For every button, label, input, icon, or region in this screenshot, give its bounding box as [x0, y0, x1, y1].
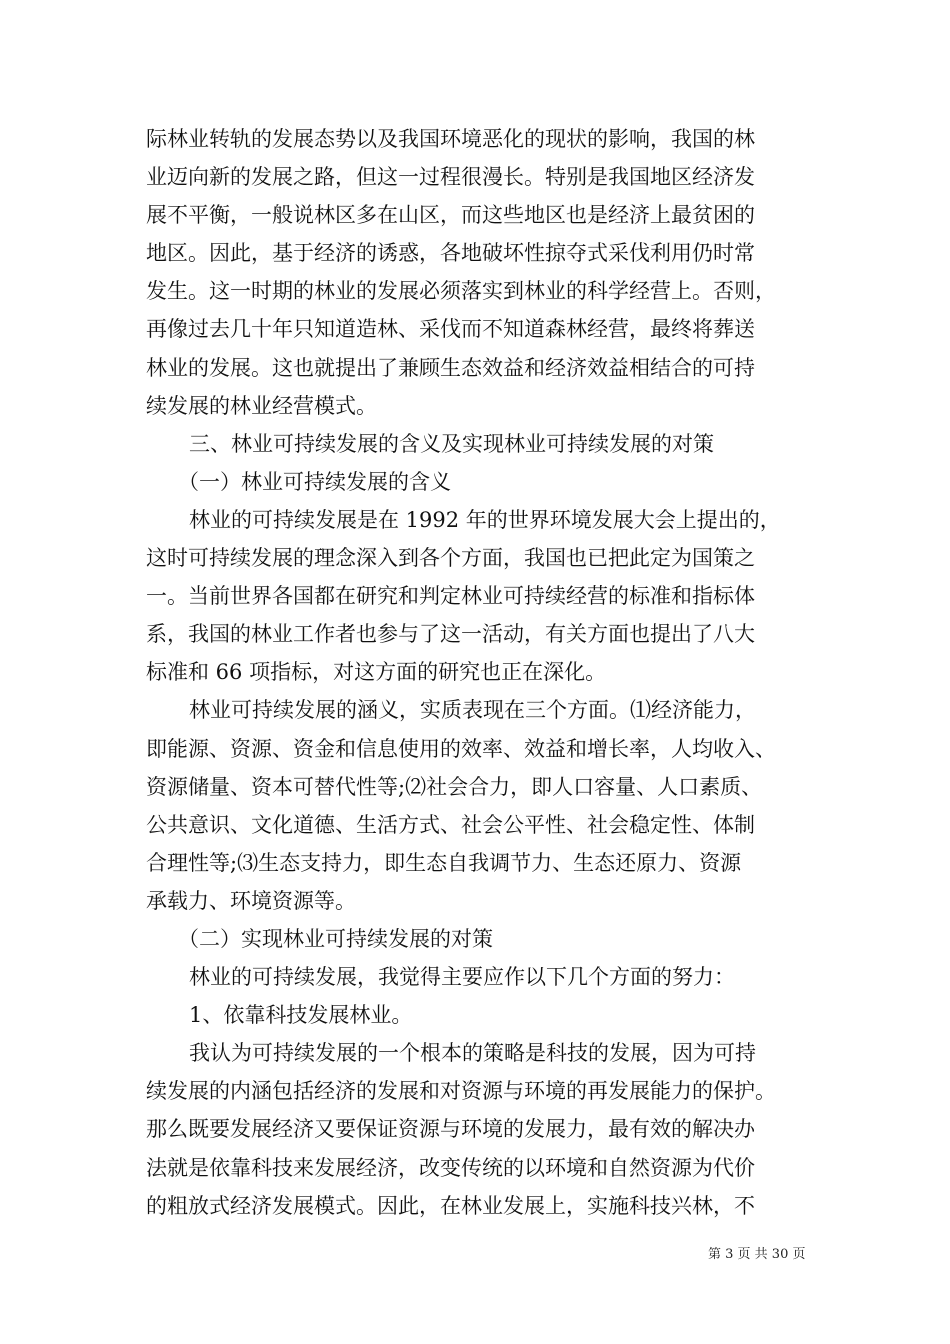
paragraph-first-line: 1、依靠科技发展林业。 [189, 1003, 413, 1028]
paragraph-first-line: 林业的可持续发展，我觉得主要应作以下几个方面的努力： [189, 965, 735, 990]
paragraph-line: 一。当前世界各国都在研究和判定林业可持续经营的标准和指标体 [146, 584, 755, 609]
paragraph-line: 地区。因此，基于经济的诱惑，各地破坏性掠夺式采伐利用仍时常 [146, 241, 755, 266]
paragraph-line: 公共意识、文化道德、生活方式、社会公平性、社会稳定性、体制 [146, 812, 755, 837]
paragraph-line: 业迈向新的发展之路，但这一过程很漫长。特别是我国地区经济发 [146, 165, 755, 190]
paragraph-first-line: 林业的可持续发展是在 1992 年的世界环境发展大会上提出的， [189, 507, 781, 532]
paragraph-line: 即能源、资源、资金和信息使用的效率、效益和增长率，人均收入、 [146, 736, 776, 761]
paragraph-first-line: 林业可持续发展的涵义，实质表现在三个方面。⑴经济能力， [189, 698, 756, 723]
paragraph-line: 展不平衡，一般说林区多在山区，而这些地区也是经济上最贫困的 [146, 203, 755, 228]
document-body [146, 120, 816, 1225]
paragraph-line: 这时可持续发展的理念深入到各个方面，我国也已把此定为国策之 [146, 546, 755, 571]
subsection-heading: （二）实现林业可持续发展的对策 [178, 926, 493, 951]
section-heading: 三、林业可持续发展的含义及实现林业可持续发展的对策 [189, 431, 714, 456]
paragraph-line: 林业的发展。这也就提出了兼顾生态效益和经济效益相结合的可持 [146, 355, 755, 380]
paragraph-line: 续发展的林业经营模式。 [146, 393, 377, 418]
paragraph-line: 际林业转轨的发展态势以及我国环境恶化的现状的影响，我国的林 [146, 127, 755, 151]
paragraph-line: 的粗放式经济发展模式。因此，在林业发展上，实施科技兴林，不 [146, 1193, 755, 1218]
paragraph-line: 标准和 66 项指标，对这方面的研究也正在深化。 [146, 660, 607, 685]
subsection-heading: （一）林业可持续发展的含义 [178, 469, 451, 494]
paragraph-line: 续发展的内涵包括经济的发展和对资源与环境的再发展能力的保护。 [146, 1079, 776, 1104]
paragraph-line: 合理性等;⑶生态支持力，即生态自我调节力、生态还原力、资源 [146, 850, 742, 875]
paragraph-line: 那么既要发展经济又要保证资源与环境的发展力，最有效的解决办 [146, 1117, 755, 1142]
paragraph-first-line: 我认为可持续发展的一个根本的策略是科技的发展，因为可持 [189, 1041, 756, 1066]
paragraph-line: 资源储量、资本可替代性等;⑵社会合力，即人口容量、人口素质、 [146, 774, 763, 799]
paragraph-line: 发生。这一时期的林业的发展必须落实到林业的科学经营上。否则， [146, 279, 776, 304]
paragraph-line: 法就是依靠科技来发展经济，改变传统的以环境和自然资源为代价 [146, 1155, 755, 1180]
paragraph-line: 系，我国的林业工作者也参与了这一活动，有关方面也提出了八大 [146, 622, 755, 647]
page-number-footer: 第 3 页 共 30 页 [708, 1247, 806, 1262]
paragraph-line: 承载力、环境资源等。 [146, 888, 356, 913]
paragraph-line: 再像过去几十年只知道造林、采伐而不知道森林经营，最终将葬送 [146, 317, 755, 342]
